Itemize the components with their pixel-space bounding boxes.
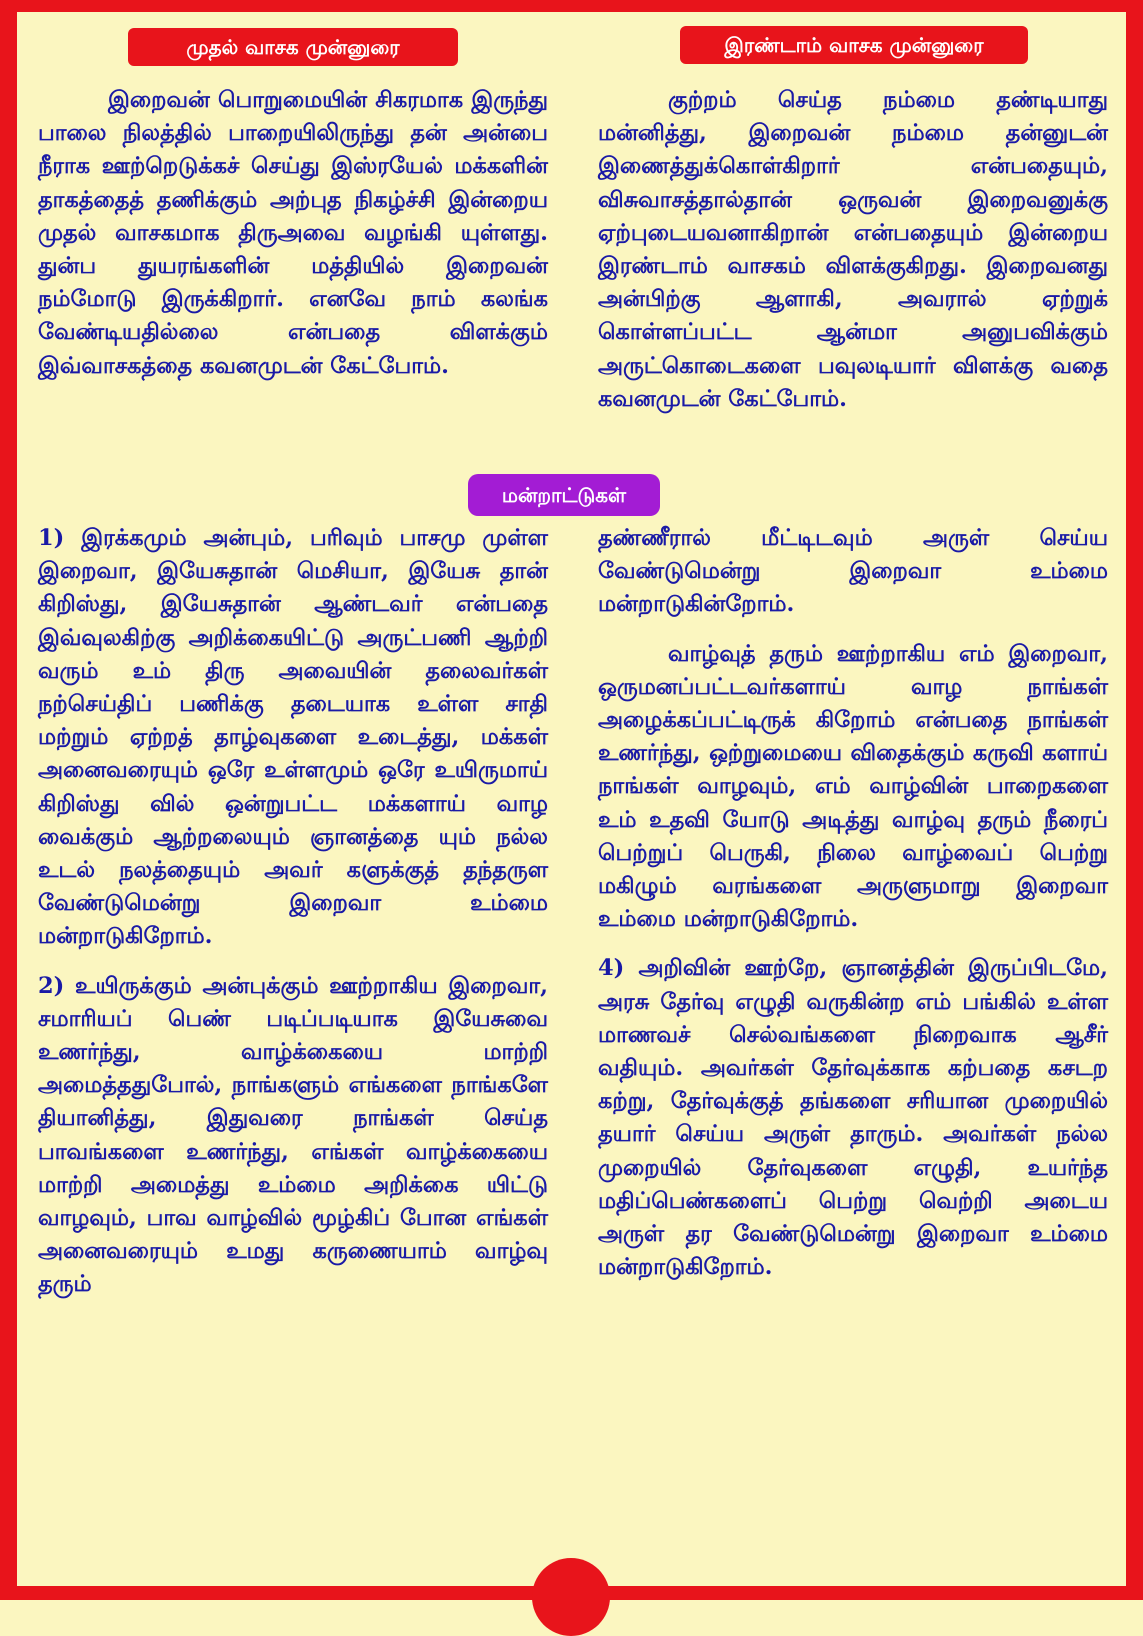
second-reading-heading: இரண்டாம் வாசக முன்னுரை <box>680 26 1028 64</box>
first-reading-intro: இறைவன் பொறுமையின் சிகரமாக இருந்து பாலை நிலத்தில் பாறையிலிருந்து தன் அன்பை நீராக ஊற்றெடுக்கச் செய்து இஸ்ரயேல் மக்களின் தாகத்தைத் தணிக்கும் அற்புத நிகழ்ச்சி இன்றைய முதல் வாசகமாக திருஅவை வழங்கி யுள்ளது. துன்ப துயரங்களின் மத்தியில் இறைவன் நம்மோடு இருக்கிறார். எனவே நாம் கலங்க வேண்டியதில்லை என்பதை விளக்கும் இவ்வாசகத்தை கவனமுடன் கேட்போம். <box>38 87 548 379</box>
prayer-4: 4) அறிவின் ஊற்றே, ஞானத்தின் இருப்பிடமே, அரசு தேர்வு எழுதி வருகின்ற எம் பங்கில் உள்ள மாணவச் செல்வங்களை நிறைவாக ஆசீர் வதியும். அவர்கள் தேர்வுக்காக கற்பதை கசடற கற்று, தேர்வுக்குத் தங்களை சரியான முறையில் தயார் செய்ய அருள் தாரும். அவர்கள் நல்ல முறையில் தேர்வுகளை எழுதி, உயர்ந்த மதிப்பெண்களைப் பெற்று வெற்றி அடைய அருள் தர வேண்டுமென்று இறைவா உம்மை மன்றாடுகிறோம். <box>598 955 1108 1281</box>
second-reading-intro: குற்றம் செய்த நம்மை தண்டியாது மன்னித்து, இறைவன் நம்மை தன்னுடன் இணைத்துக்கொள்கிறார் என்பதையும், விசுவாசத்தால்தான் ஒருவன் இறைவனுக்கு ஏற்புடையவனாகிறான் என்பதையும் இன்றைய இரண்டாம் வாசகம் விளக்குகிறது. இறைவனது அன்பிற்கு ஆளாகி, அவரால் ஏற்றுக் கொள்ளப்பட்ட ஆன்மா அனுபவிக்கும் அருட்கொடைகளை பவுலடியார் விளக்கு வதை கவனமுடன் கேட்போம். <box>598 87 1108 412</box>
prayer-1: 1) இரக்கமும் அன்பும், பரிவும் பாசமு முள்ள இறைவா, இயேசுதான் மெசியா, இயேசு தான் கிறிஸ்து, இயேசுதான் ஆண்டவர் என்பதை இவ்வுலகிற்கு அறிக்கையிட்டு அருட்பணி ஆற்றி வரும் உம் திரு அவையின் தலைவர்கள் நற்செய்திப் பணிக்கு தடையாக உள்ள சாதி மற்றும் ஏற்றத் தாழ்வுகளை உடைத்து, மக்கள் அனைவரையும் ஒரே உள்ளமும் ஒரே உயிருமாய் கிறிஸ்து வில் ஒன்றுபட்ட மக்களாய் வாழ வைக்கும் ஆற்றலையும் ஞானத்தை யும் நல்ல உடல் நலத்தையும் அவர் களுக்குத் தந்தருள வேண்டுமென்று இறைவா உம்மை மன்றாடுகிறோம். <box>38 525 548 950</box>
prayers-right-column <box>598 522 1108 1300</box>
first-reading-column <box>38 84 548 399</box>
prayer-3: வாழ்வுத் தரும் ஊற்றாகிய எம் இறைவா, ஒருமனப்பட்டவர்களாய் வாழ நாங்கள் அழைக்கப்பட்டிருக் கிறோம் என்பதை நாங்கள் உணர்ந்து, ஒற்றுமையை விதைக்கும் கருவி களாய் நாங்கள் வாழவும், எம் வாழ்வின் பாறைகளை உம் உதவி யோடு அடித்து வாழ்வு தரும் நீரைப் பெற்றுப் பெருகி, நிலை வாழ்வைப் பெற்று மகிழும் வரங்களை அருளுமாறு இறைவா உம்மை மன்றாடுகிறோம். <box>598 640 1108 933</box>
first-reading-heading: முதல் வாசக முன்னுரை <box>128 28 458 66</box>
second-reading-column <box>598 84 1108 432</box>
prayer-2-continued: தண்ணீரால் மீட்டிடவும் அருள் செய்ய வேண்டுமென்று இறைவா உம்மை மன்றாடுகின்றோம். <box>598 525 1108 618</box>
prayer-2: 2) உயிருக்கும் அன்புக்கும் ஊற்றாகிய இறைவா, சமாரியப் பெண் படிப்படியாக இயேசுவை உணர்ந்து, வாழ்க்கையை மாற்றி அமைத்ததுபோல், நாங்களும் எங்களை நாங்களே தியானித்து, இதுவரை நாங்கள் செய்த பாவங்களை உணர்ந்து, எங்கள் வாழ்க்கையை மாற்றி அமைத்து உம்மை அறிக்கை யிட்டு வாழவும், பாவ வாழ்வில் மூழ்கிப் போன எங்கள் அனைவரையும் உமது கருணையாம் வாழ்வு தரும் <box>38 972 548 1298</box>
page-number-tab <box>532 1558 610 1636</box>
prayers-left-column <box>38 522 548 1318</box>
prayers-heading: மன்றாட்டுகள் <box>468 474 660 516</box>
